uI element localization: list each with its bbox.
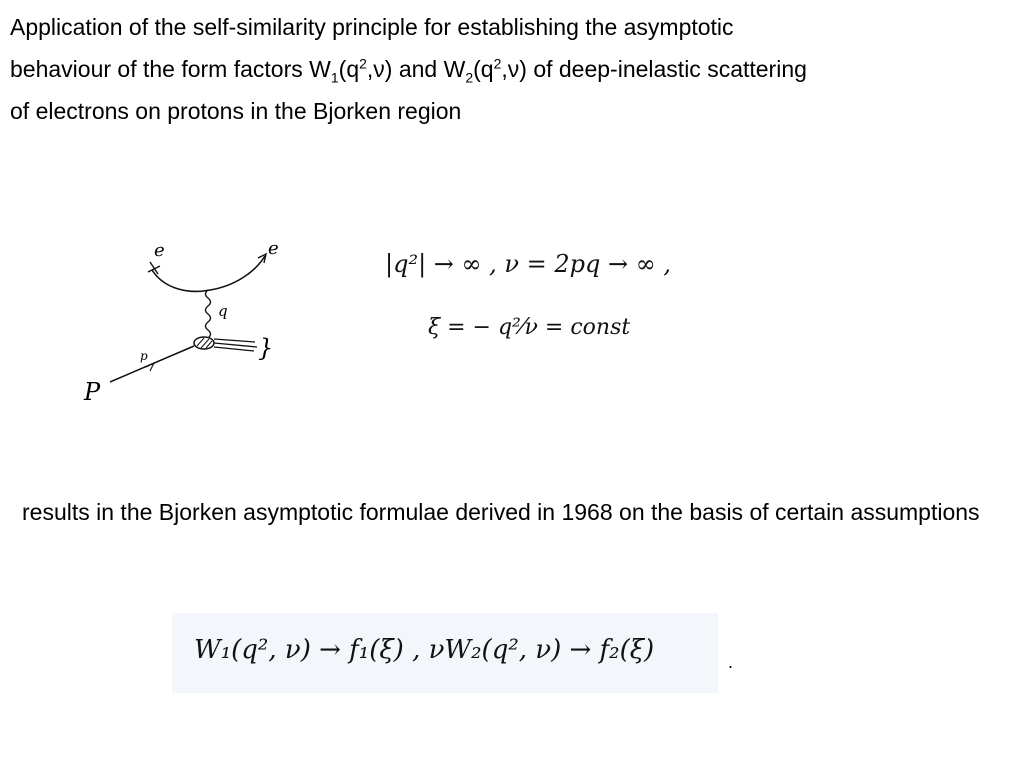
slide-title [10, 6, 1015, 132]
title-line-1: Application of the self-similarity principle for establishing the asymptotic [10, 14, 734, 40]
superscript-2: 2 [359, 55, 367, 72]
subscript-1: 1 [330, 69, 339, 86]
hadron-jets [214, 339, 257, 351]
title-line-3: of electrons on protons in the Bjorken region [10, 98, 462, 124]
title-text: (q [338, 56, 360, 82]
label-e-in: e [154, 240, 165, 261]
label-e-out: e [268, 238, 279, 259]
label-brace: } [258, 334, 274, 362]
results-text: results in the Bjorken asymptotic formulae derived in 1968 on the basis of certain assumptions [22, 499, 980, 525]
title-text: ,ν) and W [366, 56, 466, 82]
scaling-variable-definition: ξ = − q²⁄ν = const [428, 315, 631, 340]
photon-line [205, 290, 210, 344]
bjorken-limit-condition: |q²| → ∞ , ν = 2pq → ∞ , [385, 250, 671, 278]
superscript-2: 2 [493, 55, 502, 72]
title-line-2 [10, 55, 807, 86]
label-p-small: p [140, 349, 148, 363]
interaction-blob [194, 337, 214, 349]
title-text: (q [473, 56, 494, 82]
title-text: ,ν) of deep-inelastic scattering [501, 56, 807, 82]
label-q: q [218, 302, 228, 320]
trailing-period: . [728, 652, 734, 672]
subscript-2: 2 [465, 69, 474, 86]
bjorken-formula: W₁(q², ν) → f₁(ξ) , νW₂(q², ν) → f₂(ξ) [194, 635, 655, 665]
electron-line [152, 256, 265, 291]
label-P: P [84, 378, 101, 406]
title-text: behaviour of the form factors W [10, 56, 331, 82]
bjorken-formula-box [172, 613, 718, 693]
feynman-diagram [70, 232, 300, 412]
